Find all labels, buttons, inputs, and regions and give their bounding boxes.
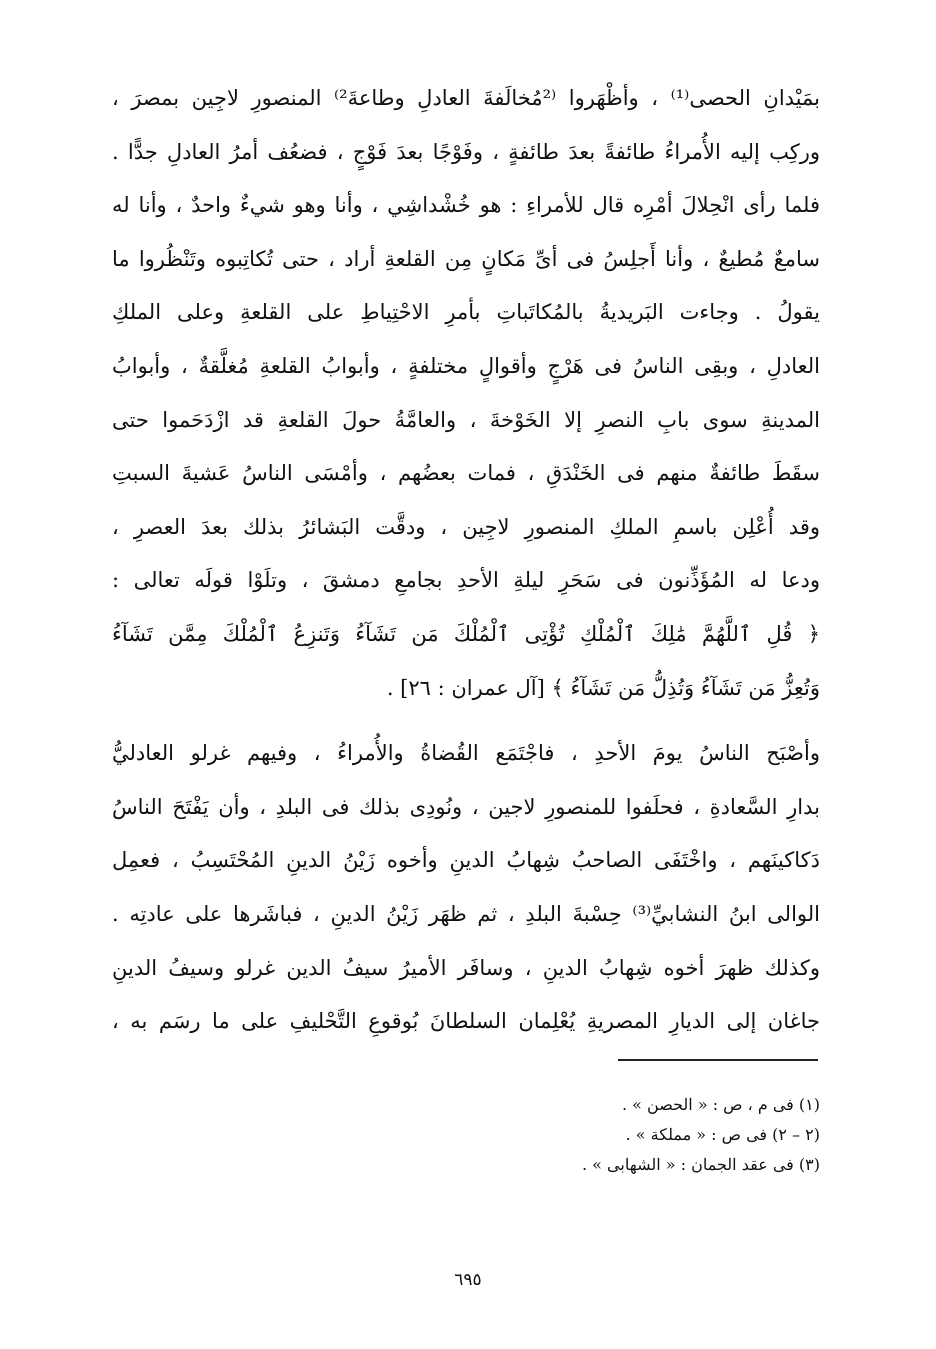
text-line: جاغان إلى الديارِ المصريةِ يُعْلِمان السلطانَ بُوقوعِ التَّحْليفِ على ما رسَم به ،: [112, 1009, 820, 1034]
text-line: الوالى ابنُ النشابيِّ⁽³⁾ حِسْبةَ البلدِ ، ثم ظهَر زَيْنُ الدينِ ، فباشَرها على عادتِه .: [112, 901, 820, 926]
text-line: وأصْبَح الناسُ يومَ الأحدِ ، فاجْتَمَع القُضاةُ والأُمراءُ ، وفيهم غرلو العادليُّ: [112, 741, 820, 766]
paragraph-gap: [112, 715, 820, 727]
footnote: (٢ – ٢) فى ص : « مملكة » .: [625, 1125, 820, 1144]
text-line: العادلِ ، وبقِى الناسُ فى هَرْجٍ وأقوالٍ مختلفةٍ ، وأبوابُ القلعةِ مُغلَّقةٌ ، وأبوابُ: [112, 353, 820, 378]
text-line: وقد أُعْلِن باسمِ الملكِ المنصورِ لاجِين ، ودقَّت البَشائرُ بذلك بعدَ العصرِ ،: [112, 514, 820, 539]
main-text: [112, 72, 820, 1049]
text-line: بمَيْدانِ الحصى⁽¹⁾ ، وأظْهَروا ⁽²مُخالَفةَ العادلِ وطاعةَ²⁾ المنصورِ لاجِين بمصرَ ،: [112, 86, 820, 110]
text-line: بدارِ السَّعادةِ ، فحلَفوا للمنصورِ لاجين ، ونُودِى بذلك فى البلدِ ، وأن يَفْتَحَ الناسُ: [112, 794, 820, 819]
text-line: يقولُ . وجاءت البَريديةُ بالمُكاتَباتِ بأمرِ الاحْتِياطِ على القلعةِ وعلى الملكِ: [112, 300, 820, 325]
footnote-divider: [618, 1059, 818, 1061]
text-line: سقَطَ طائفةٌ منهم فى الخَنْدَقِ ، فمات بعضُهم ، وأمْسَى الناسُ عَشيةَ السبتِ: [112, 461, 820, 486]
text-line: فلما رأى انْحِلالَ أمْرِه قال للأمراءِ : هو خُشْداشِي ، وأنا وهو شيءٌ واحدٌ ، وأنا له: [112, 193, 820, 218]
text-line: دَكاكينَهم ، واخْتَفَى الصاحبُ شِهابُ الدينِ وأخوه زَيْنُ الدينِ المُحْتَسِبُ ، فعمِل: [112, 848, 820, 873]
quran-verse-line: وَتُعِزُّ مَن تَشَآءُ وَتُذِلُّ مَن تَشَآءُ ﴾ [آل عمران : ٢٦] .: [386, 675, 820, 700]
footnotes: [300, 1090, 820, 1180]
text-line: وكذلك ظهرَ أخوه شِهابُ الدينِ ، وسافَر الأميرُ سيفُ الدين غرلو وسيفُ الدينِ: [112, 955, 820, 980]
page-number: ٦٩٥: [454, 1270, 482, 1290]
footnote: (٣) فى عقد الجمان : « الشهابى » .: [581, 1155, 820, 1174]
text-line: ودعا له المُؤَذِّنون فى سَحَرِ ليلةِ الأحدِ بجامعِ دمشقَ ، وتلَوْا قولَه تعالى :: [112, 568, 820, 593]
quran-verse-line: ﴿ قُلِ ٱللَّهُمَّ مَٰلِكَ ٱلْمُلْكِ تُؤْتِى ٱلْمُلْكَ مَن تَشَآءُ وَتَنزِعُ ٱلْمُلْكَ مِمَّن تَشَآءُ: [112, 621, 820, 646]
text-line: المدينةِ سوى بابِ النصرِ إلا الخَوْخةَ ، والعامَّةُ حولَ القلعةِ قد ازْدَحَموا حتى: [112, 407, 820, 432]
text-line: وركِب إليه الأُمراءُ طائفةً بعدَ طائفةٍ ، وفَوْجًا بعدَ فَوْجٍ ، فضعُف أمرُ العادلِ جدًّا .: [112, 139, 820, 164]
footnote: (١) فى م ، ص : « الحصن » .: [621, 1095, 820, 1114]
text-line: سامعٌ مُطيعٌ ، وأنا أَجلِسُ فى أىِّ مَكانٍ مِن القلعةِ أراد ، حتى تُكاتِبوه وتَنْظُروا ما: [112, 246, 820, 271]
